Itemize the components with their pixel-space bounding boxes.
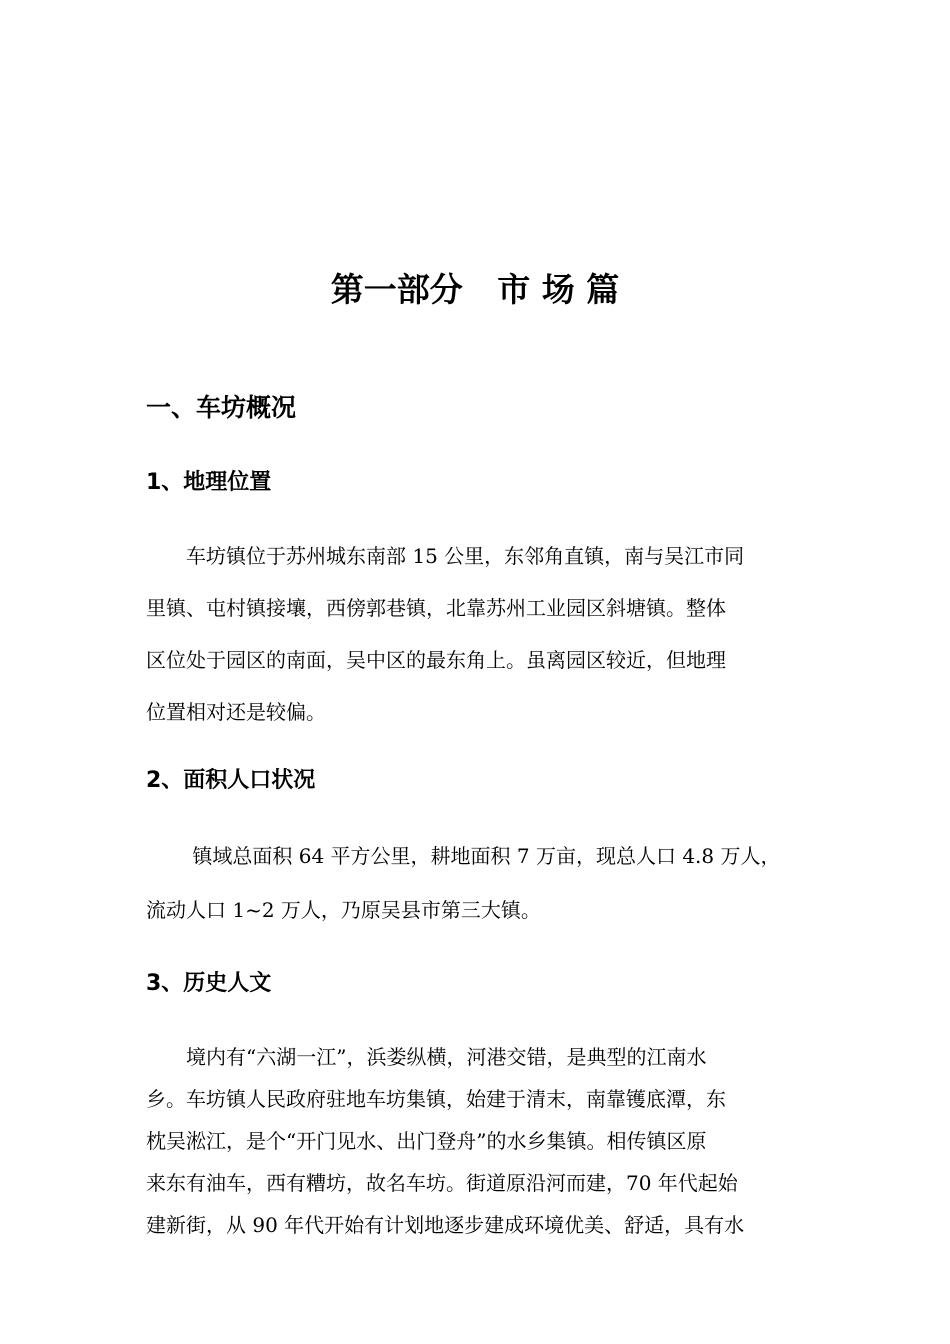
- paragraph-location: [146, 530, 836, 738]
- paragraph-line: 枕吴淞江，是个“开门见水、出门登舟”的水乡集镇。相传镇区原: [146, 1129, 707, 1153]
- section-heading: 一、车坊概况: [146, 393, 297, 422]
- paragraph-line: 里镇、屯村镇接壤，西傍郭巷镇，北靠苏州工业园区斜塘镇。整体: [146, 596, 726, 620]
- paragraph-line: 来东有油车，西有糟坊，故名车坊。街道原沿河而建，70 年代起始: [146, 1171, 738, 1195]
- subsection-heading-area-population: 2、面积人口状况: [146, 768, 316, 793]
- paragraph-history-culture: [146, 1036, 836, 1246]
- paragraph-line: 车坊镇位于苏州城东南部 15 公里，东邻角直镇，南与吴江市同: [146, 544, 745, 568]
- paragraph-line: 乡。车坊镇人民政府驻地车坊集镇，始建于清末，南靠镬底潭，东: [146, 1087, 726, 1111]
- paragraph-line: 位置相对还是较偏。: [146, 700, 326, 724]
- paragraph-line: 镇域总面积 64 平方公里，耕地面积 7 万亩，现总人口 4.8 万人，: [146, 844, 781, 868]
- subsection-heading-location: 1、地理位置: [146, 470, 272, 495]
- paragraph-line: 区位处于园区的南面，吴中区的最东角上。虽离园区较近，但地理: [146, 648, 726, 672]
- paragraph-line: 建新街，从 90 年代开始有计划地逐步建成环境优美、舒适，具有水: [146, 1213, 745, 1237]
- page-title: 第一部分 市 场 篇: [330, 270, 620, 309]
- paragraph-area-population: [146, 829, 836, 937]
- paragraph-line: 流动人口 1~2 万人，乃原吴县市第三大镇。: [146, 898, 541, 922]
- paragraph-line: 境内有“六湖一江”，浜娄纵横，河港交错，是典型的江南水: [146, 1045, 707, 1069]
- subsection-heading-history-culture: 3、历史人文: [146, 971, 272, 996]
